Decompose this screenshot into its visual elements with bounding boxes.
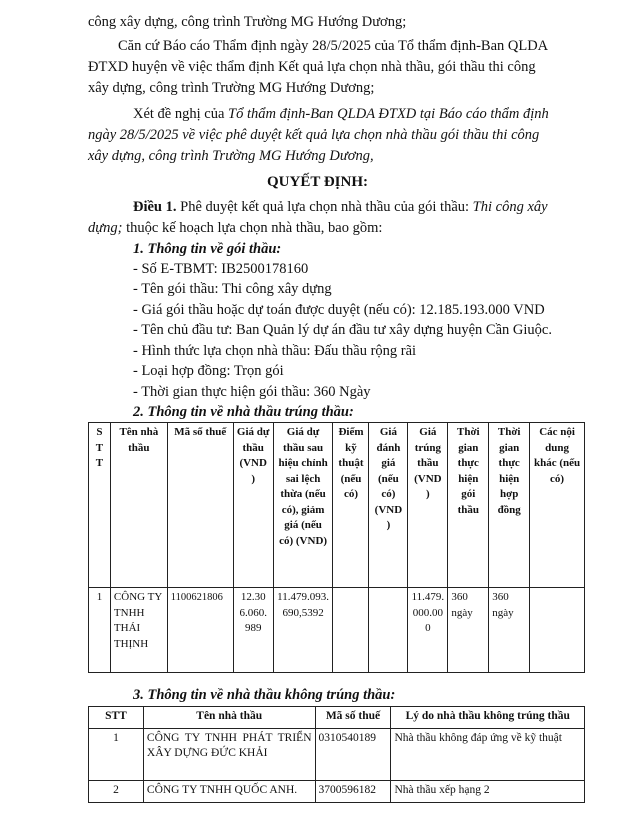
cell-name: CÔNG TY TNHH PHÁT TRIỂN XÂY DỰNG ĐỨC KHẢI	[143, 729, 315, 781]
col-header-tax: Mã số thuế	[315, 707, 391, 729]
col-header-name: Tên nhà thầu	[143, 707, 315, 729]
col-header-adjusted-price: Giá dự thầu sau hiệu chỉnh sai lệch thừa (nếu có), giảm giá (nếu có) (VND)	[273, 423, 333, 588]
section2-heading: 2. Thông tin về nhà thầu trúng thầu:	[133, 404, 354, 420]
winning-contractor-table	[88, 422, 585, 673]
intro-p2-line-1: Căn cứ Báo cáo Thẩm định ngày 28/5/2025 của Tổ thẩm định-Ban QLDA	[118, 38, 549, 54]
table-row	[89, 781, 585, 803]
intro-line-1: công xây dựng, công trình Trường MG Hướng Dương;	[88, 14, 407, 30]
table-header-row	[89, 423, 585, 588]
cell-adjusted-price: 11.479.093.690,5392	[273, 588, 333, 673]
losing-contractor-table	[88, 706, 585, 803]
article1-line-1	[133, 197, 548, 217]
table-row	[89, 729, 585, 781]
section3-heading: 3. Thông tin về nhà thầu không trúng thầu:	[133, 687, 396, 703]
cell-award-price: 11.479.000.000	[408, 588, 448, 673]
col-header-tech-score: Điểm kỹ thuật (nếu có)	[333, 423, 369, 588]
cell-bid-price: 12.306.060.989	[233, 588, 273, 673]
cell-stt: 1	[89, 729, 144, 781]
col-header-stt: S T T	[89, 423, 111, 588]
col-header-contract-time: Thời gian thực hiện hợp đồng	[489, 423, 530, 588]
intro-p3-line-1	[133, 104, 549, 124]
intro-p3-line-2: ngày 28/5/2025 về việc phê duyệt kết quả lựa chọn nhà thầu gói thầu thi công	[88, 127, 540, 143]
cell-stt: 1	[89, 588, 111, 673]
cell-reason: Nhà thầu không đáp ứng về kỹ thuật	[391, 729, 585, 781]
col-header-other: Các nội dung khác (nếu có)	[530, 423, 585, 588]
intro-p3-line-3: xây dựng, công trình Trường MG Hướng Dương,	[88, 148, 374, 164]
cell-tax: 1100621806	[167, 588, 233, 673]
section1-item: - Tên gói thầu: Thi công xây dựng	[133, 281, 332, 297]
section1-item: - Thời gian thực hiện gói thầu: 360 Ngày	[133, 384, 371, 400]
article1-text-b: Thi công xây	[472, 199, 548, 215]
col-header-name: Tên nhà thầu	[110, 423, 167, 588]
cell-eval-price	[369, 588, 408, 673]
col-header-stt: STT	[89, 707, 144, 729]
cell-reason: Nhà thầu xếp hạng 2	[391, 781, 585, 803]
col-header-package-time: Thời gian thực hiện gói thầu	[448, 423, 489, 588]
article1-label: Điều 1.	[133, 199, 177, 215]
article1-text-a: Phê duyệt kết quả lựa chọn nhà thầu của gói thầu:	[176, 199, 473, 215]
cell-name: CÔNG TY TNHH THÁI THỊNH	[110, 588, 167, 673]
cell-other	[530, 588, 585, 673]
section1-item: - Số E-TBMT: IB2500178160	[133, 261, 309, 277]
section1-item: - Giá gói thầu hoặc dự toán được duyệt (nếu có): 12.185.193.000 VND	[133, 302, 545, 318]
section1-item: - Hình thức lựa chọn nhà thầu: Đấu thầu rộng rãi	[133, 343, 417, 359]
col-header-tax: Mã số thuế	[167, 423, 233, 588]
cell-package-time: 360 ngày	[448, 588, 489, 673]
col-header-eval-price: Giá đánh giá (nếu có) (VND )	[369, 423, 408, 588]
cell-tech-score	[333, 588, 369, 673]
article1-line-2	[88, 218, 382, 238]
col-header-reason: Lý do nhà thầu không trúng thầu	[391, 707, 585, 729]
intro-p3-italic: Tổ thẩm định-Ban QLDA ĐTXD tại Báo cáo thẩm định	[228, 106, 549, 122]
cell-name: CÔNG TY TNHH QUỐC ANH.	[143, 781, 315, 803]
decision-title: QUYẾT ĐỊNH:	[267, 174, 368, 190]
cell-tax: 0310540189	[315, 729, 391, 781]
col-header-award-price: Giá trúng thầu (VND )	[408, 423, 448, 588]
section1-item: - Loại hợp đồng: Trọn gói	[133, 363, 284, 379]
section1-item: - Tên chủ đầu tư: Ban Quản lý dự án đầu tư xây dựng huyện Cần Giuộc.	[133, 322, 552, 338]
col-header-bid-price: Giá dự thầu (VND )	[233, 423, 273, 588]
article1-text-d: thuộc kế hoạch lựa chọn nhà thầu, bao gồm:	[122, 220, 383, 236]
table-row	[89, 588, 585, 673]
cell-contract-time: 360 ngày	[489, 588, 530, 673]
table-header-row	[89, 707, 585, 729]
article1-text-c: dựng;	[88, 220, 123, 236]
intro-p2-line-2: ĐTXD huyện về việc thẩm định Kết quả lựa chọn nhà thầu, gói thầu thi công	[88, 59, 536, 75]
section1-heading: 1. Thông tin về gói thầu:	[133, 241, 282, 257]
intro-p2-line-3: xây dựng, công trình Trường MG Hướng Dương;	[88, 80, 375, 96]
intro-p3-plain: Xét đề nghị của	[133, 106, 229, 122]
cell-stt: 2	[89, 781, 144, 803]
cell-tax: 3700596182	[315, 781, 391, 803]
